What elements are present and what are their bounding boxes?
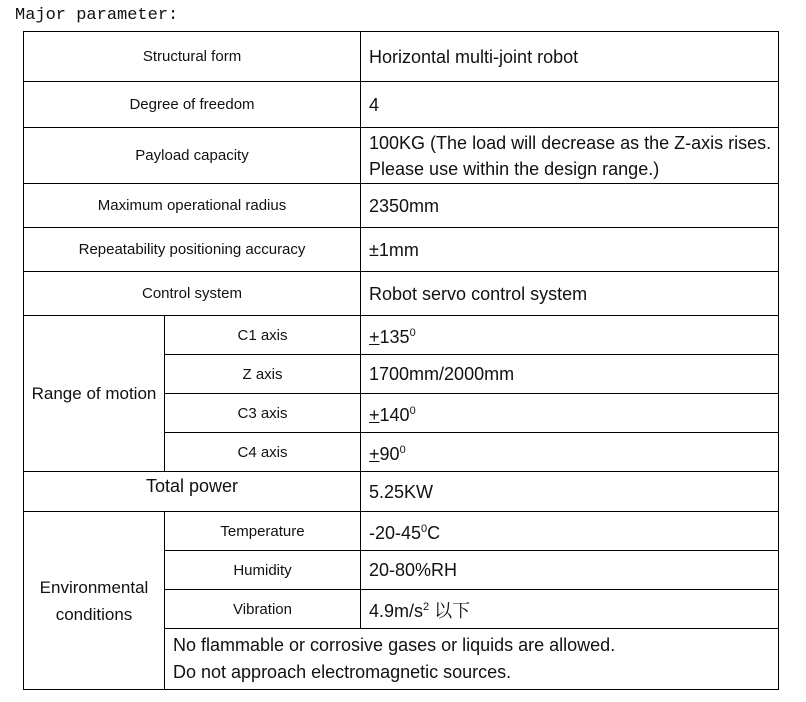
environment-note [165,629,779,690]
value-structural-form: Horizontal multi-joint robot [361,32,779,82]
row-temperature [24,512,779,551]
label-structural-form: Structural form [24,32,361,82]
value-repeatability: ±1mm [361,228,779,272]
row-radius [24,184,779,228]
value-temperature: $-20-45^0C$ [361,512,779,551]
value-z-axis: 1700mm/2000mm [361,355,779,394]
value-total-power: 5.25KW [361,472,779,512]
label-radius: Maximum operational radius [24,184,361,228]
label-c4-axis: C4 axis [165,433,361,472]
label-environmental-conditions: Environmental conditions [24,512,165,690]
label-c3-axis: C3 axis [165,394,361,433]
row-control [24,272,779,316]
value-control: Robot servo control system [361,272,779,316]
label-vibration: Vibration [165,590,361,629]
label-humidity: Humidity [165,551,361,590]
label-c1-axis: C1 axis [165,316,361,355]
note-line-2: Do not approach electromagnetic sources. [173,662,512,682]
row-structural-form [24,32,779,82]
label-temperature: Temperature [165,512,361,551]
section-heading: Major parameter: [15,6,179,25]
value-payload: 100KG (The load will decrease as the Z-axis rises. Please use within the design range.) [361,128,779,184]
label-payload: Payload capacity [24,128,361,184]
value-degree-of-freedom: 4 [361,82,779,128]
parameter-table [23,31,779,690]
row-repeatability [24,228,779,272]
label-range-of-motion: Range of motion [24,316,165,472]
label-control: Control system [24,272,361,316]
label-degree-of-freedom: Degree of freedom [24,82,361,128]
row-degree-of-freedom [24,82,779,128]
value-c3-axis: $+140^0$ [361,394,779,433]
label-repeatability: Repeatability positioning accuracy [24,228,361,272]
row-total-power [24,472,779,512]
note-line-1: No flammable or corrosive gases or liquids are allowed. [173,635,616,655]
value-c1-axis: $+135^0$ [361,316,779,355]
row-payload [24,128,779,184]
row-c1-axis [24,316,779,355]
value-radius: 2350mm [361,184,779,228]
label-total-power: Total power [24,472,361,512]
value-humidity: 20-80%RH [361,551,779,590]
value-vibration: $4.9m/s^2$ 以下 [361,590,779,629]
label-z-axis: Z axis [165,355,361,394]
value-c4-axis: $+90^0$ [361,433,779,472]
